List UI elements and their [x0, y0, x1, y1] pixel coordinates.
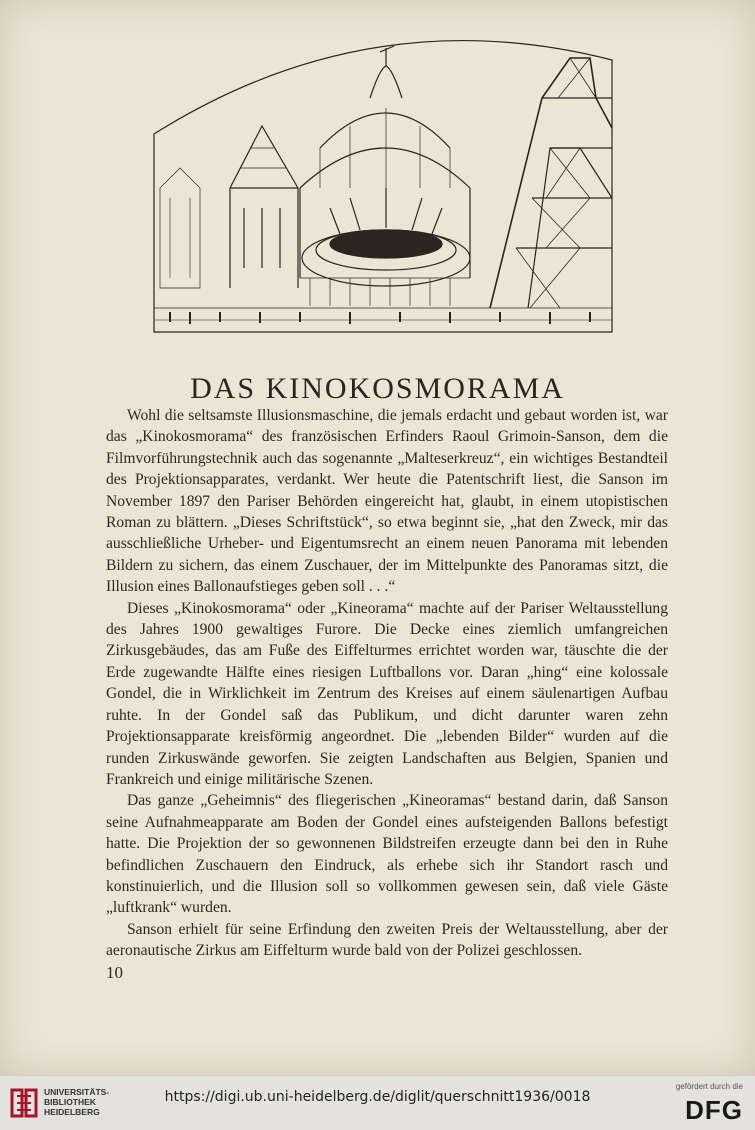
- funder-caption: gefördert durch die: [675, 1082, 743, 1091]
- dfg-logo[interactable]: DFG: [685, 1095, 743, 1125]
- library-line-2: BIBLIOTHEK: [44, 1097, 96, 1107]
- library-line-1: UNIVERSITÄTS-: [44, 1087, 110, 1097]
- paragraph-3: Das ganze „Geheimnis“ des fliegerischen „Kineoramas“ bestand darin, daß Sanson seine Aufnahmeapparate am Boden der Gondel eines aufsteigenden Ballons befestigt hatte. Die Projektion der so gewonnenen Bildstreifen erzeugte dann bei den in Ruhe befindlichen Zuschauern den Eindruck, als erhebe sich ihr Standort rasch und konstinuierlich, und die Illusion soll so vollkommen gewesen sein, daß viele Gäste „luftkrank“ wurden.: [106, 792, 668, 917]
- library-line-3: HEIDELBERG: [44, 1107, 100, 1117]
- article-title: DAS KINOKOSMORAMA: [190, 372, 565, 405]
- permalink-url[interactable]: https://digi.ub.uni-heidelberg.de/diglit/querschnitt1936/0018: [164, 1089, 591, 1105]
- kinokosmorama-engraving-illustration: [150, 38, 618, 336]
- article-body: [106, 405, 668, 962]
- paragraph-2: Dieses „Kinokosmorama“ oder „Kineorama“ machte auf der Pariser Weltausstellung des Jahres 1900 gewaltiges Furore. Die Decke eines ziemlich umfangreichen Zirkusgebäudes, das am Fuße des Eiffelturmes errichtet worden war, täuschte die der Erde zugewandte Hälfte eines riesigen Luftballons vor. Daran „hing“ eine kolossale Gondel, die in Wirklichkeit im Zentrum des Kreises auf einem säulenartigen Aufbau ruhte. In der Gondel saß das Publikum, und dicht darunter waren zehn Projektionsapparate kreisförmig angeordnet. Die „lebenden Bilder“ wurden auf die runden Zirkuswände geworfen. Sie zeigten Landschaften aus Belgien, Spanien und Frankreich und einige militärische Szenen.: [106, 599, 668, 788]
- viewer-footer: [0, 1075, 755, 1130]
- paragraph-4: Sanson erhielt für seine Erfindung den zweiten Preis der Weltausstellung, aber der aeronautische Zirkus am Eiffelturm wurde bald von der Polizei geschlossen.: [106, 920, 668, 960]
- paragraph-1: Wohl die seltsamste Illusionsmaschine, die jemals erdacht und gebaut worden ist, war das „Kinokosmorama“ des französischen Erfinders Raoul Grimoin-Sanson, dem die Filmvorführungstechnik auch das sogenannte „Malteserkreuz“, ein wichtiges Bestandteil des Projektionsapparates, verdankt. Wer heute die Patentschrift liest, die Sanson im November 1897 den Pariser Behörden eingereicht hat, glaubt, in einem utopistischen Roman zu blättern. „Dieses Schriftstück“, so etwa beginnt sie, „hat den Zweck, mir das ausschließliche Urheber- und Eigentumsrecht an einem neuen Panorama mit lebenden Bildern zu sichern, das einem Zuschauer, der im Mittelpunkte des Panoramas sitzt, die Illusion eines Ballonaufstieges geben soll . . .“: [106, 407, 668, 596]
- page-number: 10: [106, 963, 123, 982]
